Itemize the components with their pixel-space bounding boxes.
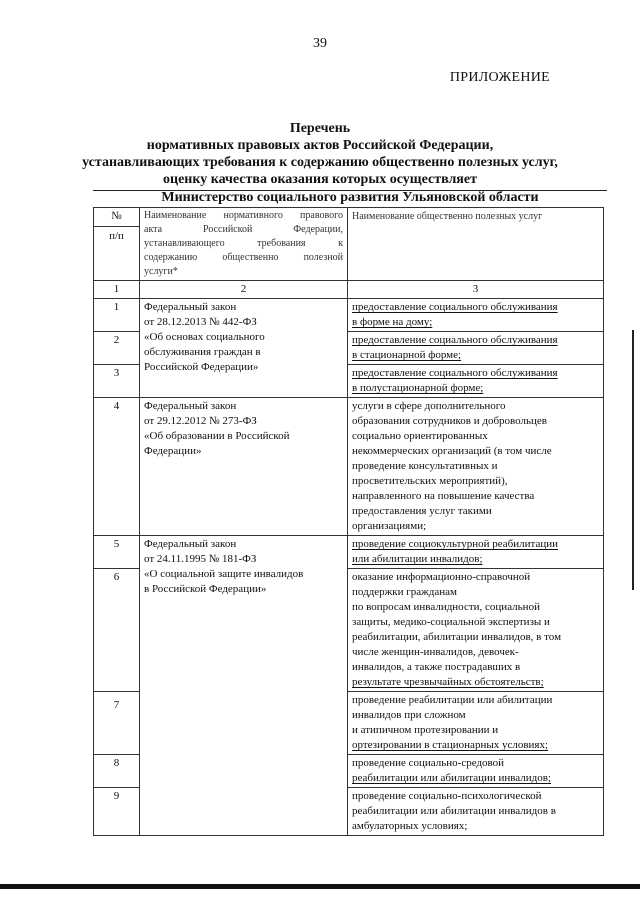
service-line: защиты, медико-социальной экспертизы и bbox=[352, 616, 550, 628]
law-line: от 28.12.2013 № 442-ФЗ bbox=[144, 316, 257, 328]
header-law-line: устанавливающего требования к bbox=[144, 238, 343, 249]
law-line: в Российской Федерации» bbox=[144, 583, 267, 595]
title-line: оценку качества оказания которых осуществляет bbox=[163, 172, 477, 187]
header-num-pp: п/п bbox=[94, 226, 139, 244]
law-cell bbox=[140, 398, 348, 536]
service-line: числе женщин-инвалидов, девочек- bbox=[352, 646, 519, 658]
row-number: 9 bbox=[94, 788, 140, 836]
service-line: просветительских мероприятий), bbox=[352, 475, 508, 487]
service-line: в стационарной форме; bbox=[352, 349, 462, 361]
scan-bottom-bar bbox=[0, 884, 640, 889]
law-line: «О социальной защите инвалидов bbox=[144, 568, 304, 580]
title-line: Перечень bbox=[289, 121, 351, 136]
header-num-symbol: № bbox=[111, 210, 122, 222]
service-line: образования сотрудников и добровольцев bbox=[352, 415, 547, 427]
service-line: организациями; bbox=[352, 520, 427, 532]
service-line: социально ориентированных bbox=[352, 430, 488, 442]
law-line: «Об образовании в Российской bbox=[144, 430, 290, 442]
service-line: проведение социокультурной реабилитации bbox=[352, 538, 559, 550]
header-law-line: акта Российской Федерации, bbox=[144, 224, 343, 235]
row-number: 8 bbox=[94, 755, 140, 788]
law-line: Федеральный закон bbox=[144, 400, 237, 412]
service-line: предоставление социального обслуживания bbox=[352, 301, 558, 313]
service-line: по вопросам инвалидности, социальной bbox=[352, 601, 540, 613]
appendix-label: ПРИЛОЖЕНИЕ bbox=[449, 70, 550, 85]
service-line: реабилитации или абилитации инвалидов в bbox=[352, 805, 556, 817]
service-line: предоставления услуг такими bbox=[352, 505, 492, 517]
service-cell bbox=[348, 536, 604, 569]
law-line: Федерации» bbox=[144, 445, 202, 457]
row-number: 2 bbox=[94, 332, 140, 365]
column-number: 2 bbox=[140, 281, 348, 299]
header-service: Наименование общественно полезных услуг bbox=[348, 208, 604, 281]
service-line: в полустационарной форме; bbox=[352, 382, 484, 394]
service-cell bbox=[348, 332, 604, 365]
row-number: 6 bbox=[94, 569, 140, 692]
law-line: от 29.12.2012 № 273-ФЗ bbox=[144, 415, 257, 427]
service-line: амбулаторных условиях; bbox=[352, 820, 468, 832]
table-row bbox=[94, 536, 604, 569]
table-row bbox=[94, 398, 604, 536]
service-line: проведение реабилитации или абилитации bbox=[352, 694, 553, 706]
row-number: 3 bbox=[94, 365, 140, 398]
service-line: проведение консультативных и bbox=[352, 460, 498, 472]
table-row bbox=[94, 299, 604, 332]
service-cell bbox=[348, 788, 604, 836]
row-number: 5 bbox=[94, 536, 140, 569]
service-cell bbox=[348, 755, 604, 788]
header-law-line: услуги* bbox=[144, 266, 178, 277]
document-title bbox=[60, 120, 580, 188]
column-number-row bbox=[94, 281, 604, 299]
law-cell bbox=[140, 299, 348, 398]
law-line: Федеральный закон bbox=[144, 301, 237, 313]
service-line: оказание информационно-справочной bbox=[352, 571, 531, 583]
service-line: и атипичном протезировании и bbox=[352, 724, 499, 736]
service-cell bbox=[348, 692, 604, 755]
service-line: проведение социально-психологической bbox=[352, 790, 542, 802]
service-line: предоставление социального обслуживания bbox=[352, 334, 558, 346]
scan-edge-mark bbox=[632, 330, 634, 590]
service-line: предоставление социального обслуживания bbox=[352, 367, 558, 379]
service-line: некоммерческих организаций (в том числе bbox=[352, 445, 552, 457]
service-line: услуги в сфере дополнительного bbox=[352, 400, 506, 412]
law-line: обслуживания граждан в bbox=[144, 346, 261, 358]
column-number: 1 bbox=[94, 281, 140, 299]
service-line: инвалидов, а также пострадавших в bbox=[352, 661, 521, 673]
service-line: ортезировании в стационарных условиях; bbox=[352, 739, 549, 751]
row-number: 4 bbox=[94, 398, 140, 536]
service-cell bbox=[348, 398, 604, 536]
service-line: направленного на повышение качества bbox=[352, 490, 535, 502]
title-line: устанавливающих требования к содержанию общественно полезных услуг, bbox=[82, 155, 558, 170]
law-line: «Об основах социального bbox=[144, 331, 265, 343]
service-cell bbox=[348, 569, 604, 692]
service-line: инвалидов при сложном bbox=[352, 709, 466, 721]
header-num bbox=[94, 208, 140, 281]
page-number: 39 bbox=[313, 36, 327, 51]
law-cell bbox=[140, 536, 348, 836]
ministry-name: Министерство социального развития Ульяновской области bbox=[161, 190, 539, 205]
title-line: нормативных правовых актов Российской Федерации, bbox=[146, 138, 494, 153]
service-cell bbox=[348, 299, 604, 332]
service-line: реабилитации, абилитации инвалидов, в том bbox=[352, 631, 562, 643]
service-cell bbox=[348, 365, 604, 398]
service-line: в форме на дому; bbox=[352, 316, 433, 328]
service-line: реабилитации или абилитации инвалидов; bbox=[352, 772, 552, 784]
service-line: результате чрезвычайных обстоятельств; bbox=[352, 676, 544, 688]
service-line: поддержки гражданам bbox=[352, 586, 457, 598]
table-header-row bbox=[94, 208, 604, 281]
header-law-line: содержанию общественно полезной bbox=[144, 252, 343, 263]
row-number: 7 bbox=[94, 692, 140, 755]
service-line: или абилитации инвалидов; bbox=[352, 553, 483, 565]
law-line: Федеральный закон bbox=[144, 538, 237, 550]
row-number: 1 bbox=[94, 299, 140, 332]
law-line: от 24.11.1995 № 181-ФЗ bbox=[144, 553, 257, 565]
law-line: Российской Федерации» bbox=[144, 361, 259, 373]
header-law-line: Наименование нормативного правового bbox=[144, 210, 343, 221]
header-law bbox=[140, 208, 348, 281]
service-line: проведение социально-средовой bbox=[352, 757, 505, 769]
legal-acts-table bbox=[93, 207, 604, 836]
column-number: 3 bbox=[348, 281, 604, 299]
